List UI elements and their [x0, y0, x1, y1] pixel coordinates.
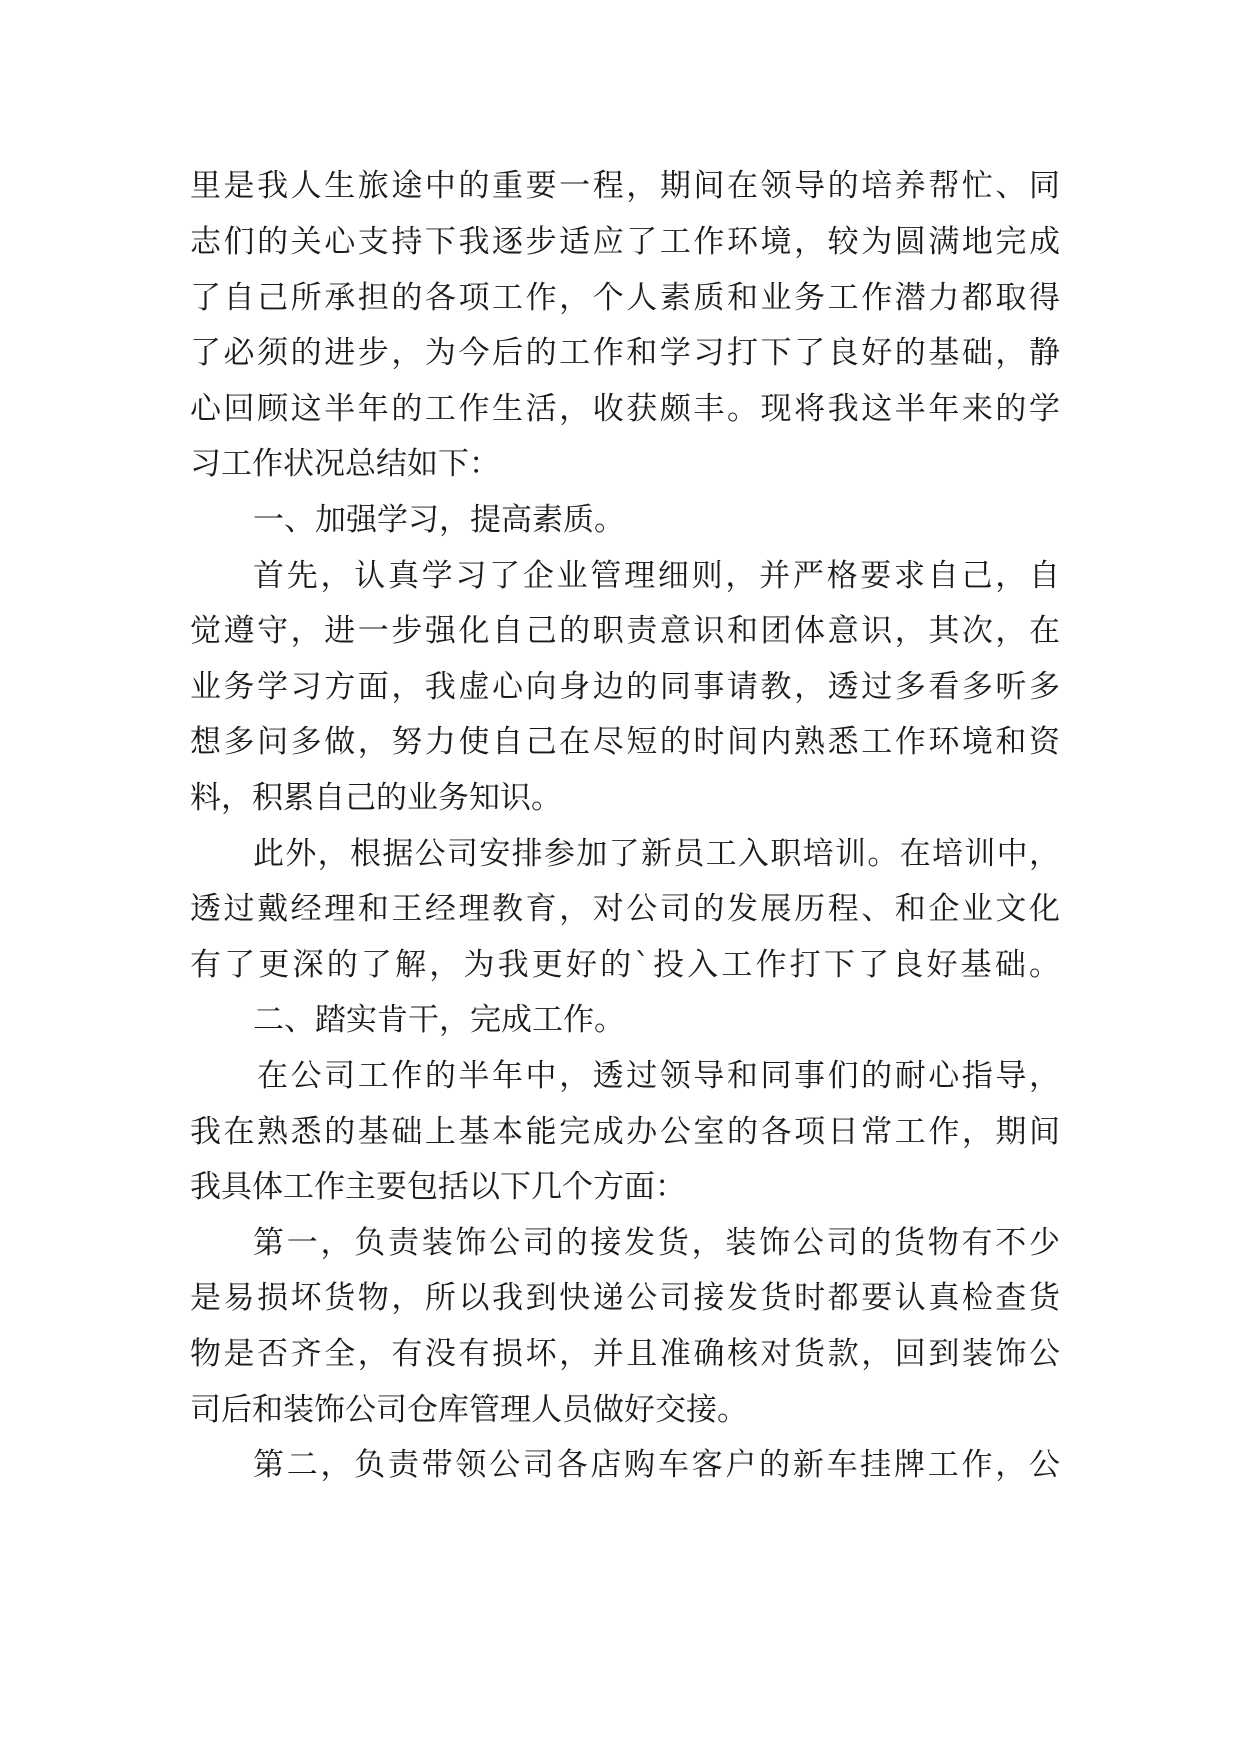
body-text-line: 物是否齐全，有没有损坏，并且准确核对货款，回到装饰公: [190, 1336, 1060, 1372]
paragraph-first-line: 首先，认真学习了企业管理细则，并严格要求自己，自: [253, 558, 1060, 594]
body-text-line: 司后和装饰公司仓库管理人员做好交接。: [190, 1392, 748, 1428]
body-text-line: 是易损坏货物，所以我到快递公司接发货时都要认真检查货: [190, 1280, 1060, 1316]
paragraph-first-line: 在公司工作的半年中，透过领导和同事们的耐心指导，: [257, 1058, 1060, 1094]
section-heading: 一、加强学习，提高素质。: [253, 502, 625, 538]
body-text-line: 觉遵守，进一步强化自己的职责意识和团体意识，其次，在: [190, 613, 1060, 649]
body-text-line: 我在熟悉的基础上基本能完成办公室的各项日常工作，期间: [190, 1114, 1060, 1150]
body-text-line: 里是我人生旅途中的重要一程，期间在领导的培养帮忙、同: [190, 168, 1060, 204]
section-heading: 二、踏实肯干，完成工作。: [253, 1002, 625, 1038]
body-text-line: 志们的关心支持下我逐步适应了工作环境，较为圆满地完成: [190, 224, 1060, 260]
paragraph-first-line: 第二，负责带领公司各店购车客户的新车挂牌工作，公: [253, 1447, 1060, 1483]
body-text-line: 有了更深的了解，为我更好的`投入工作打下了良好基础。: [190, 947, 1060, 983]
body-text-line: 我具体工作主要包括以下几个方面：: [190, 1169, 686, 1205]
body-text-line: 心回顾这半年的工作生活，收获颇丰。现将我这半年来的学: [190, 391, 1060, 427]
body-text-line: 透过戴经理和王经理教育，对公司的发展历程、和企业文化: [190, 891, 1060, 927]
paragraph-first-line: 此外，根据公司安排参加了新员工入职培训。在培训中，: [253, 836, 1060, 872]
body-text-line: 想多问多做，努力使自己在尽短的时间内熟悉工作环境和资: [190, 724, 1060, 760]
body-text-line: 了必须的进步，为今后的工作和学习打下了良好的基础，静: [190, 335, 1060, 371]
paragraph-first-line: 第一，负责装饰公司的接发货，装饰公司的货物有不少: [253, 1225, 1060, 1261]
body-text-line: 业务学习方面，我虚心向身边的同事请教，透过多看多听多: [190, 669, 1060, 705]
body-text-line: 了自己所承担的各项工作，个人素质和业务工作潜力都取得: [190, 280, 1060, 316]
body-text-line: 料，积累自己的业务知识。: [190, 780, 562, 816]
body-text-line: 习工作状况总结如下：: [190, 446, 500, 482]
